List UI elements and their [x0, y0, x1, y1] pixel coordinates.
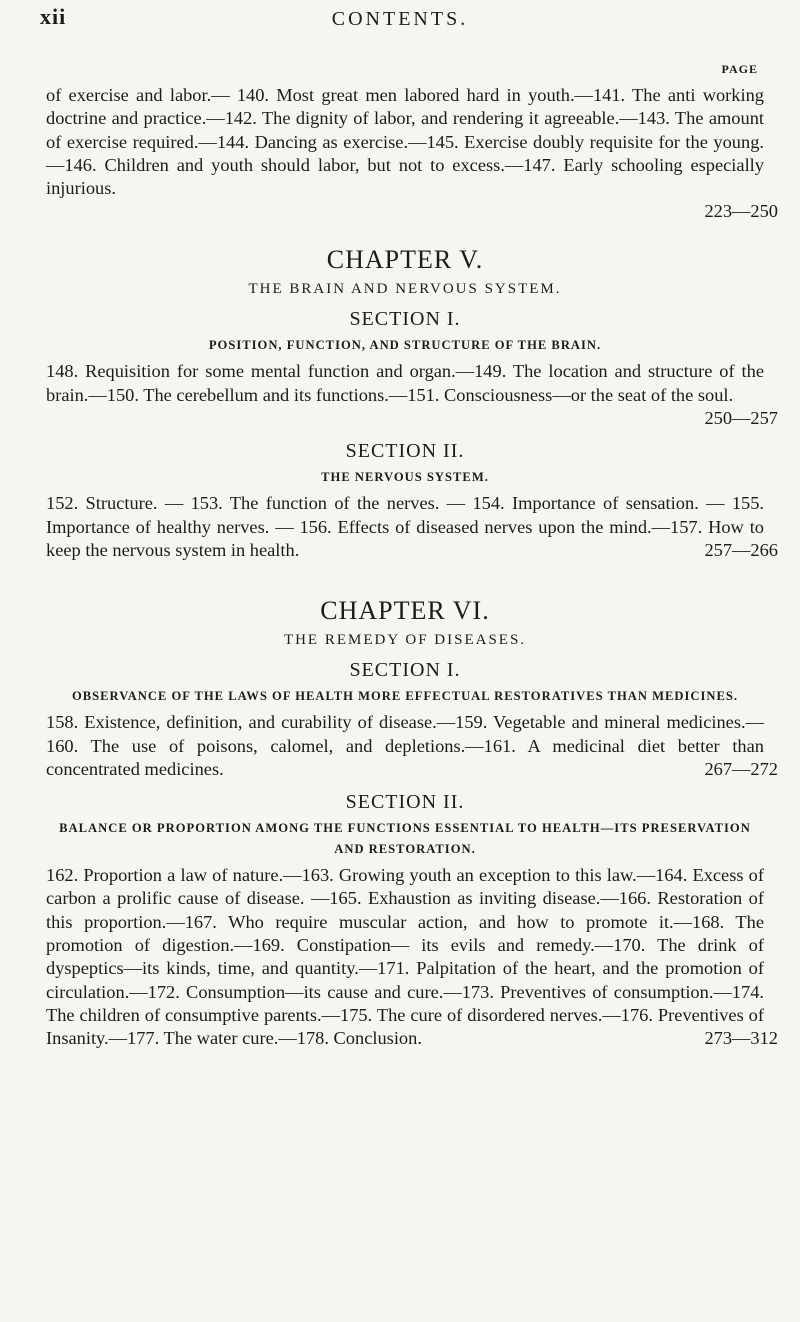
intro-entry-text: of exercise and labor.— 140. Most great men labored hard in youth.—141. The anti working doctrine and practice.—142. The dignity of labor, and rendering it agreeable.—143. The amount of exercise required.—144. Dancing as exercise.—145. Exercise doubly requisite for the young.—146. Children and youth should labor, but not to excess.—147. Early schooling especially injurious. [46, 85, 764, 199]
ch6-section-1-entry [46, 711, 778, 781]
chapter-5-title: CHAPTER V. [326, 245, 484, 275]
ch6-section-2-page-range: 273—312 [704, 1028, 778, 1049]
page-column-label: PAGE [721, 62, 758, 76]
ch5-section-2-subtitle: THE NERVOUS SYSTEM. [321, 470, 489, 485]
intro-page-range: 223—250 [704, 201, 778, 222]
ch5-section-2-page-range: 257—266 [704, 539, 778, 560]
ch5-section-1-text: 148. Requisition for some mental function and organ.—149. The location and structure of the brain.—150. The cerebellum and its functions.—151. Consciousness—or the seat of the soul. [46, 361, 764, 405]
ch6-section-2-subtitle: BALANCE OR PROPORTION AMONG THE FUNCTIONS ESSENTIAL TO HEALTH—ITS PRESERVATION AND RESTORATION. [59, 821, 751, 857]
ch6-section-1-text: 158. Existence, definition, and curability of disease.—159. Vegetable and mineral medicines.—160. The use of poisons, calomel, and depletions.—161. A medicinal diet better than concentrated medicines. [46, 712, 764, 779]
ch5-section-1-subtitle: POSITION, FUNCTION, AND STRUCTURE OF THE BRAIN. [208, 338, 602, 353]
ch6-section-2-text: 162. Proportion a law of nature.—163. Growing youth an exception to this law.—164. Excess of carbon a prolific cause of disease. —165. Exhaustion as inviting disease.—166. Restoration of this proportion.—167. Who require muscular action, and how to promote it.—168. The promotion of digestion.—169. Constipation— its evils and remedy.—170. The drink of dyspeptics—its kinds, time, and quantity.—171. Palpitation of the heart, and the promotion of circulation.—172. Consumption—its cause and cure.—173. Preventives of consumption.—174. The children of consumptive parents.—175. The cure of disordered nerves.—176. Preventives of Insanity.—177. The water cure.—178. Conclusion. [46, 865, 764, 1049]
contents-body [46, 84, 778, 1051]
ch5-section-1-title: SECTION I. [349, 308, 461, 331]
ch6-section-2-entry [46, 864, 778, 1050]
chapter-6-subtitle: THE REMEDY OF DISEASES. [283, 632, 527, 649]
ch5-section-2-title: SECTION II. [345, 440, 465, 463]
ch5-section-2-text: 152. Structure. — 153. The function of the nerves. — 154. Importance of sensation. — 155. Importance of healthy nerves. — 156. Effects of diseased nerves upon the mind.—157. How to keep the nervous system in health. [46, 493, 764, 560]
ch5-section-1-page-range: 250—257 [704, 408, 778, 429]
ch6-section-1-title: SECTION I. [349, 659, 461, 682]
ch5-section-1-entry [46, 360, 778, 430]
chapter-5-subtitle: THE BRAIN AND NERVOUS SYSTEM. [248, 281, 562, 298]
ch6-section-2-title: SECTION II. [345, 791, 465, 814]
chapter-6-title: CHAPTER VI. [320, 596, 490, 626]
ch5-section-2-entry [46, 492, 778, 562]
ch6-section-1-subtitle: OBSERVANCE OF THE LAWS OF HEALTH MORE EFFECTUAL RESTORATIVES THAN MEDICINES. [71, 689, 739, 704]
running-head: CONTENTS. [331, 8, 469, 30]
ch6-section-1-page-range: 267—272 [704, 758, 778, 779]
folio-numeral: xii [40, 4, 67, 29]
